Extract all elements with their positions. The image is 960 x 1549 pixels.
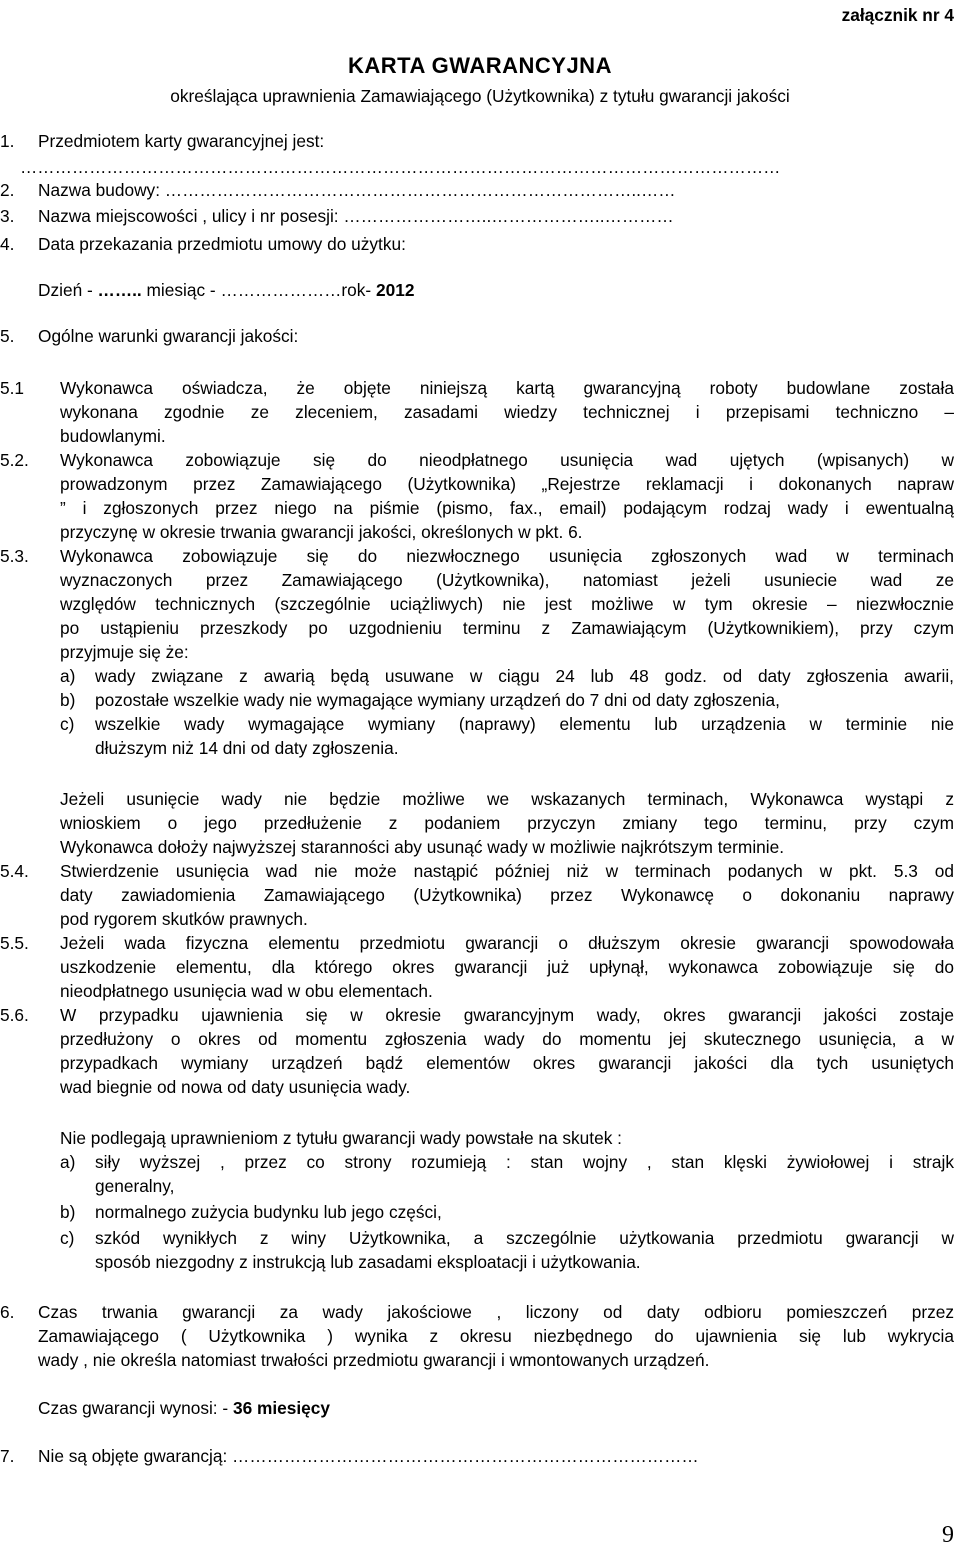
handover-date-line [38,279,414,301]
warranty-period-value: 36 miesięcy [232,1398,331,1418]
p53-line: przyjmuje się że: [60,642,189,662]
warranty-period-label: Czas gwarancji wynosi: - [38,1398,233,1418]
section-7-text: Nie są objęte gwarancją: ……………………………………………………………………… [38,1446,699,1466]
p56-line: przedłużony o okres od momentu zgłoszenia wady do momentu jej skutecznego usunięcia, a w [60,1029,954,1049]
section-6-line: Zamawiającego ( Użytkownika ) wynika z okresu niezbędnego do ujawnienia się lub wykrycia [38,1326,954,1346]
p52-line: prowadzonym przez Zamawiającego (Użytkownika) „Rejestrze reklamacji i dokonanych napraw [60,474,954,494]
p51-line: Wykonawca oświadcza, że objęte niniejszą kartą gwarancyjną roboty budowlane została [60,378,954,398]
exclusion-label: c) [60,1228,75,1248]
annex-label: załącznik nr 4 [841,5,954,25]
p53-item-label: c) [60,714,75,734]
p53-item-label: a) [60,666,76,686]
section-2-number: 2. [0,180,15,200]
exclusion-text: normalnego zużycia budynku lub jego części, [95,1202,442,1222]
exclusion-text: siły wyższej , przez co strony rozumieją : stan wojny , stan klęski żywiołowej i strajk [95,1152,954,1172]
exclusions-intro: Nie podlegają uprawnieniom z tytułu gwarancji wady powstałe na skutek : [60,1128,622,1148]
p53-item-text: pozostałe wszelkie wady nie wymagające wymiany urządzeń do 7 dni od daty zgłoszenia, [95,690,780,710]
p54-line: pod rygorem skutków prawnych. [60,909,308,929]
warranty-period [38,1397,330,1419]
section-6-number: 6. [0,1302,15,1322]
p56-line: W przypadku ujawnienia się w okresie gwarancyjnym wady, okres gwarancji jakości zostaje [60,1005,954,1025]
p52-line: Wykonawca zobowiązuje się do nieodpłatnego usunięcia wad ujętych (wpisanych) w [60,450,954,470]
section-6-line: wady , nie określa natomiast trwałości przedmiotu gwarancji i wmontowanych urządzeń. [38,1350,710,1370]
section-2-text: Nazwa budowy: ………………………………………………………………………..…… [38,180,676,200]
p51-line: budowlanymi. [60,426,166,446]
p51-number: 5.1 [0,378,25,398]
p53-extra-line: wnioskiem o jego przedłużenie z podaniem przyczyn zmiany tego terminu, przy czym [60,813,954,833]
p53-line: po ustąpieniu przeszkody po uzgodnieniu terminu z Zamawiającym (Użytkownikiem), przy czym [60,618,954,638]
p53-line: względów technicznych (szczególnie uciążliwych) nie jest możliwe w tym okresie – niezwłocznie [60,594,954,614]
section-3-text: Nazwa miejscowości , ulicy i nr posesji: ……………………..………………..………… [38,206,674,226]
p51-line: wykonana zgodnie ze zleceniem, zasadami wiedzy technicznej i przepisami techniczno – [60,402,954,422]
month-dots: ………………… [220,280,342,300]
p55-line: nieodpłatnego usunięcia wad w obu elementach. [60,981,433,1001]
p53-number: 5.3. [0,546,29,566]
day-dots: …….. [97,280,147,300]
section-1-dots: …………………………………………………………………………………………………………………… [20,157,781,177]
p53-extra-line: Jeżeli usunięcie wady nie będzie możliwe we wskazanych terminach, Wykonawca wystąpi z [60,789,954,809]
p52-line: przyczynę w okresie trwania gwarancji jakości, określonych w pkt. 6. [60,522,583,542]
section-1-text: Przedmiotem karty gwarancyjnej jest: [38,131,325,151]
p54-line: Stwierdzenie usunięcia wad nie może nastąpić później niż w terminach podanych w pkt. 5.3 od [60,861,954,881]
p55-line: Jeżeli wada fizyczna elementu przedmiotu gwarancji o dłuższym okresie gwarancji spowodowała [60,933,954,953]
month-label: miesiąc - [146,280,221,300]
section-4-text: Data przekazania przedmiotu umowy do użytku: [38,234,406,254]
p52-number: 5.2. [0,450,29,470]
p55-number: 5.5. [0,933,29,953]
section-1-number: 1. [0,131,15,151]
section-3-number: 3. [0,206,15,226]
p55-line: uszkodzenie elementu, dla którego okres gwarancji już upłynął, wykonawca zobowiązuje się do [60,957,954,977]
year-label: rok- [341,280,376,300]
p53-item-text: dłuższym niż 14 dni od daty zgłoszenia. [95,738,399,758]
p56-number: 5.6. [0,1005,29,1025]
section-5-heading: Ogólne warunki gwarancji jakości: [38,326,299,346]
p53-line: Wykonawca zobowiązuje się do niezwłocznego usunięcia zgłoszonych wad w terminach [60,546,954,566]
p54-number: 5.4. [0,861,29,881]
day-label: Dzień - [38,280,98,300]
year-value: 2012 [375,280,415,300]
p53-item-text: wszelkie wady wymagające wymiany (naprawy) elementu lub urządzenia w terminie nie [95,714,954,734]
section-7-number: 7. [0,1446,15,1466]
exclusion-label: a) [60,1152,76,1172]
document-title: KARTA GWARANCYJNA [348,53,612,78]
p52-line: ” i zgłoszonych przez niego na piśmie (pismo, fax., email) podającym rodzaj wady i ewentualną [60,498,954,518]
section-4-number: 4. [0,234,15,254]
exclusion-text: szkód wynikłych z winy Użytkownika, a szczególnie użytkowania przedmiotu gwarancji w [95,1228,954,1248]
p53-line: wyznaczonych przez Zamawiającego (Użytkownika), natomiast jeżeli usuniecie wad ze [60,570,954,590]
document-subtitle: określająca uprawnienia Zamawiającego (Użytkownika) z tytułu gwarancji jakości [170,86,790,106]
p56-line: przypadkach wymiany urządzeń bądź elementów okres gwarancji jakości dla tych usuniętych [60,1053,954,1073]
p56-line: wad biegnie od nowa od daty usunięcia wady. [60,1077,411,1097]
exclusion-label: b) [60,1202,76,1222]
section-5-number: 5. [0,326,15,346]
section-6-line: Czas trwania gwarancji za wady jakościowe , liczony od daty odbioru pomieszczeń przez [38,1302,954,1322]
p54-line: daty zawiadomienia Zamawiającego (Użytkownika) przez Wykonawcę o dokonaniu naprawy [60,885,954,905]
p53-item-text: wady związane z awarią będą usuwane w ciągu 24 lub 48 godz. od daty zgłoszenia awarii, [95,666,954,686]
p53-extra-line: Wykonawca dołoży najwyższej staranności aby usunąć wady w możliwie najkrótszym terminie. [60,837,785,857]
exclusion-text: generalny, [95,1176,175,1196]
exclusion-text: sposób niezgodny z instrukcją lub zasadami eksploatacji i użytkowania. [95,1252,641,1272]
page-number: 9 [942,1522,954,1548]
p53-item-label: b) [60,690,76,710]
